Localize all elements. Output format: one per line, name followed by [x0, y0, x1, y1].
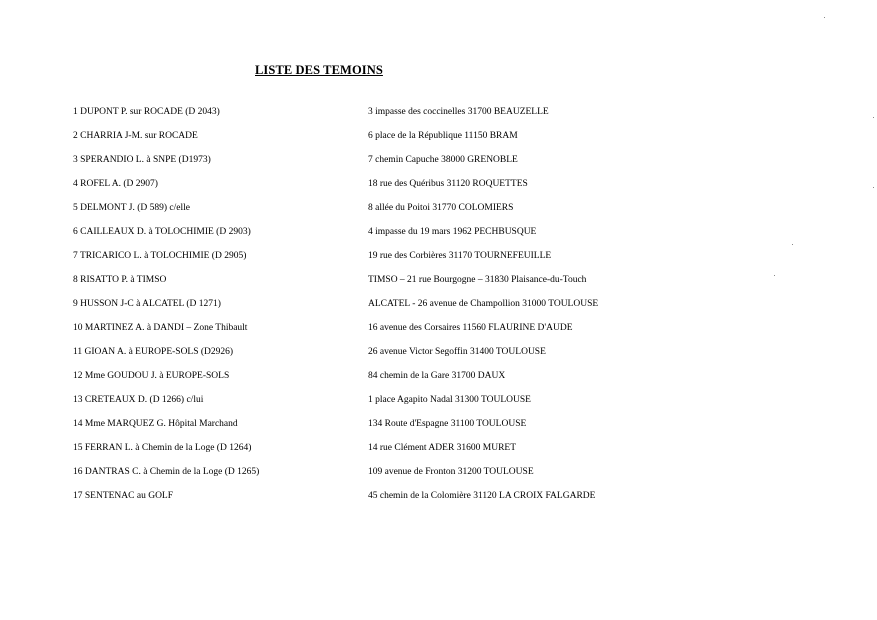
witness-row — [73, 299, 693, 323]
witness-address: 4 impasse du 19 mars 1962 PECHBUSQUE — [368, 227, 537, 237]
scan-speck — [824, 17, 825, 18]
witness-address: 7 chemin Capuche 38000 GRENOBLE — [368, 155, 518, 165]
witness-name: 5 DELMONT J. (D 589) c/elle — [73, 203, 190, 213]
witness-name: 16 DANTRAS C. à Chemin de la Loge (D 1265) — [73, 467, 260, 477]
witness-list — [73, 107, 693, 515]
witness-address: 1 place Agapito Nadal 31300 TOULOUSE — [368, 395, 531, 405]
witness-row — [73, 155, 693, 179]
witness-row — [73, 467, 693, 491]
witness-name: 12 Mme GOUDOU J. à EUROPE-SOLS — [73, 371, 230, 381]
witness-address: 45 chemin de la Colomière 31120 LA CROIX FALGARDE — [368, 491, 596, 501]
witness-address: 134 Route d'Espagne 31100 TOULOUSE — [368, 419, 527, 429]
witness-row — [73, 395, 693, 419]
witness-address: TIMSO – 21 rue Bourgogne – 31830 Plaisance-du-Touch — [368, 275, 587, 285]
witness-address: 3 impasse des coccinelles 31700 BEAUZELLE — [368, 107, 549, 117]
scan-speck — [873, 187, 874, 188]
witness-name: 8 RISATTO P. à TIMSO — [73, 275, 167, 285]
witness-address: 14 rue Clément ADER 31600 MURET — [368, 443, 517, 453]
witness-row — [73, 347, 693, 371]
witness-name: 2 CHARRIA J-M. sur ROCADE — [73, 131, 198, 141]
witness-name: 14 Mme MARQUEZ G. Hôpital Marchand — [73, 419, 238, 429]
witness-address: 19 rue des Corbières 31170 TOURNEFEUILLE — [368, 251, 552, 261]
witness-name: 17 SENTENAC au GOLF — [73, 491, 174, 501]
witness-row — [73, 323, 693, 347]
witness-name: 3 SPERANDIO L. à SNPE (D1973) — [73, 155, 211, 165]
witness-name: 11 GIOAN A. à EUROPE-SOLS (D2926) — [73, 347, 234, 357]
page-title: LISTE DES TEMOINS — [255, 63, 383, 77]
witness-address: ALCATEL - 26 avenue de Champollion 31000 TOULOUSE — [368, 299, 599, 309]
witness-address: 8 allée du Poitoi 31770 COLOMIERS — [368, 203, 514, 213]
witness-row — [73, 131, 693, 155]
scan-speck — [774, 275, 775, 276]
witness-name: 1 DUPONT P. sur ROCADE (D 2043) — [73, 107, 220, 117]
witness-name: 6 CAILLEAUX D. à TOLOCHIMIE (D 2903) — [73, 227, 251, 237]
witness-row — [73, 227, 693, 251]
witness-address: 26 avenue Victor Segoffin 31400 TOULOUSE — [368, 347, 546, 357]
witness-row — [73, 179, 693, 203]
witness-row — [73, 275, 693, 299]
witness-row — [73, 107, 693, 131]
witness-row — [73, 419, 693, 443]
witness-address: 84 chemin de la Gare 31700 DAUX — [368, 371, 506, 381]
witness-row — [73, 491, 693, 515]
witness-name: 4 ROFEL A. (D 2907) — [73, 179, 158, 189]
witness-name: 13 CRETEAUX D. (D 1266) c/lui — [73, 395, 204, 405]
witness-row — [73, 203, 693, 227]
witness-name: 7 TRICARICO L. à TOLOCHIMIE (D 2905) — [73, 251, 247, 261]
witness-address: 109 avenue de Fronton 31200 TOULOUSE — [368, 467, 534, 477]
witness-address: 16 avenue des Corsaires 11560 FLAURINE D'AUDE — [368, 323, 573, 333]
scan-speck — [792, 244, 793, 245]
witness-row — [73, 443, 693, 467]
witness-name: 9 HUSSON J-C à ALCATEL (D 1271) — [73, 299, 221, 309]
witness-address: 6 place de la République 11150 BRAM — [368, 131, 518, 141]
witness-address: 18 rue des Quéribus 31120 ROQUETTES — [368, 179, 528, 189]
witness-row — [73, 251, 693, 275]
witness-name: 15 FERRAN L. à Chemin de la Loge (D 1264) — [73, 443, 252, 453]
witness-name: 10 MARTINEZ A. à DANDI – Zone Thibault — [73, 323, 248, 333]
scan-speck — [873, 117, 874, 118]
witness-row — [73, 371, 693, 395]
